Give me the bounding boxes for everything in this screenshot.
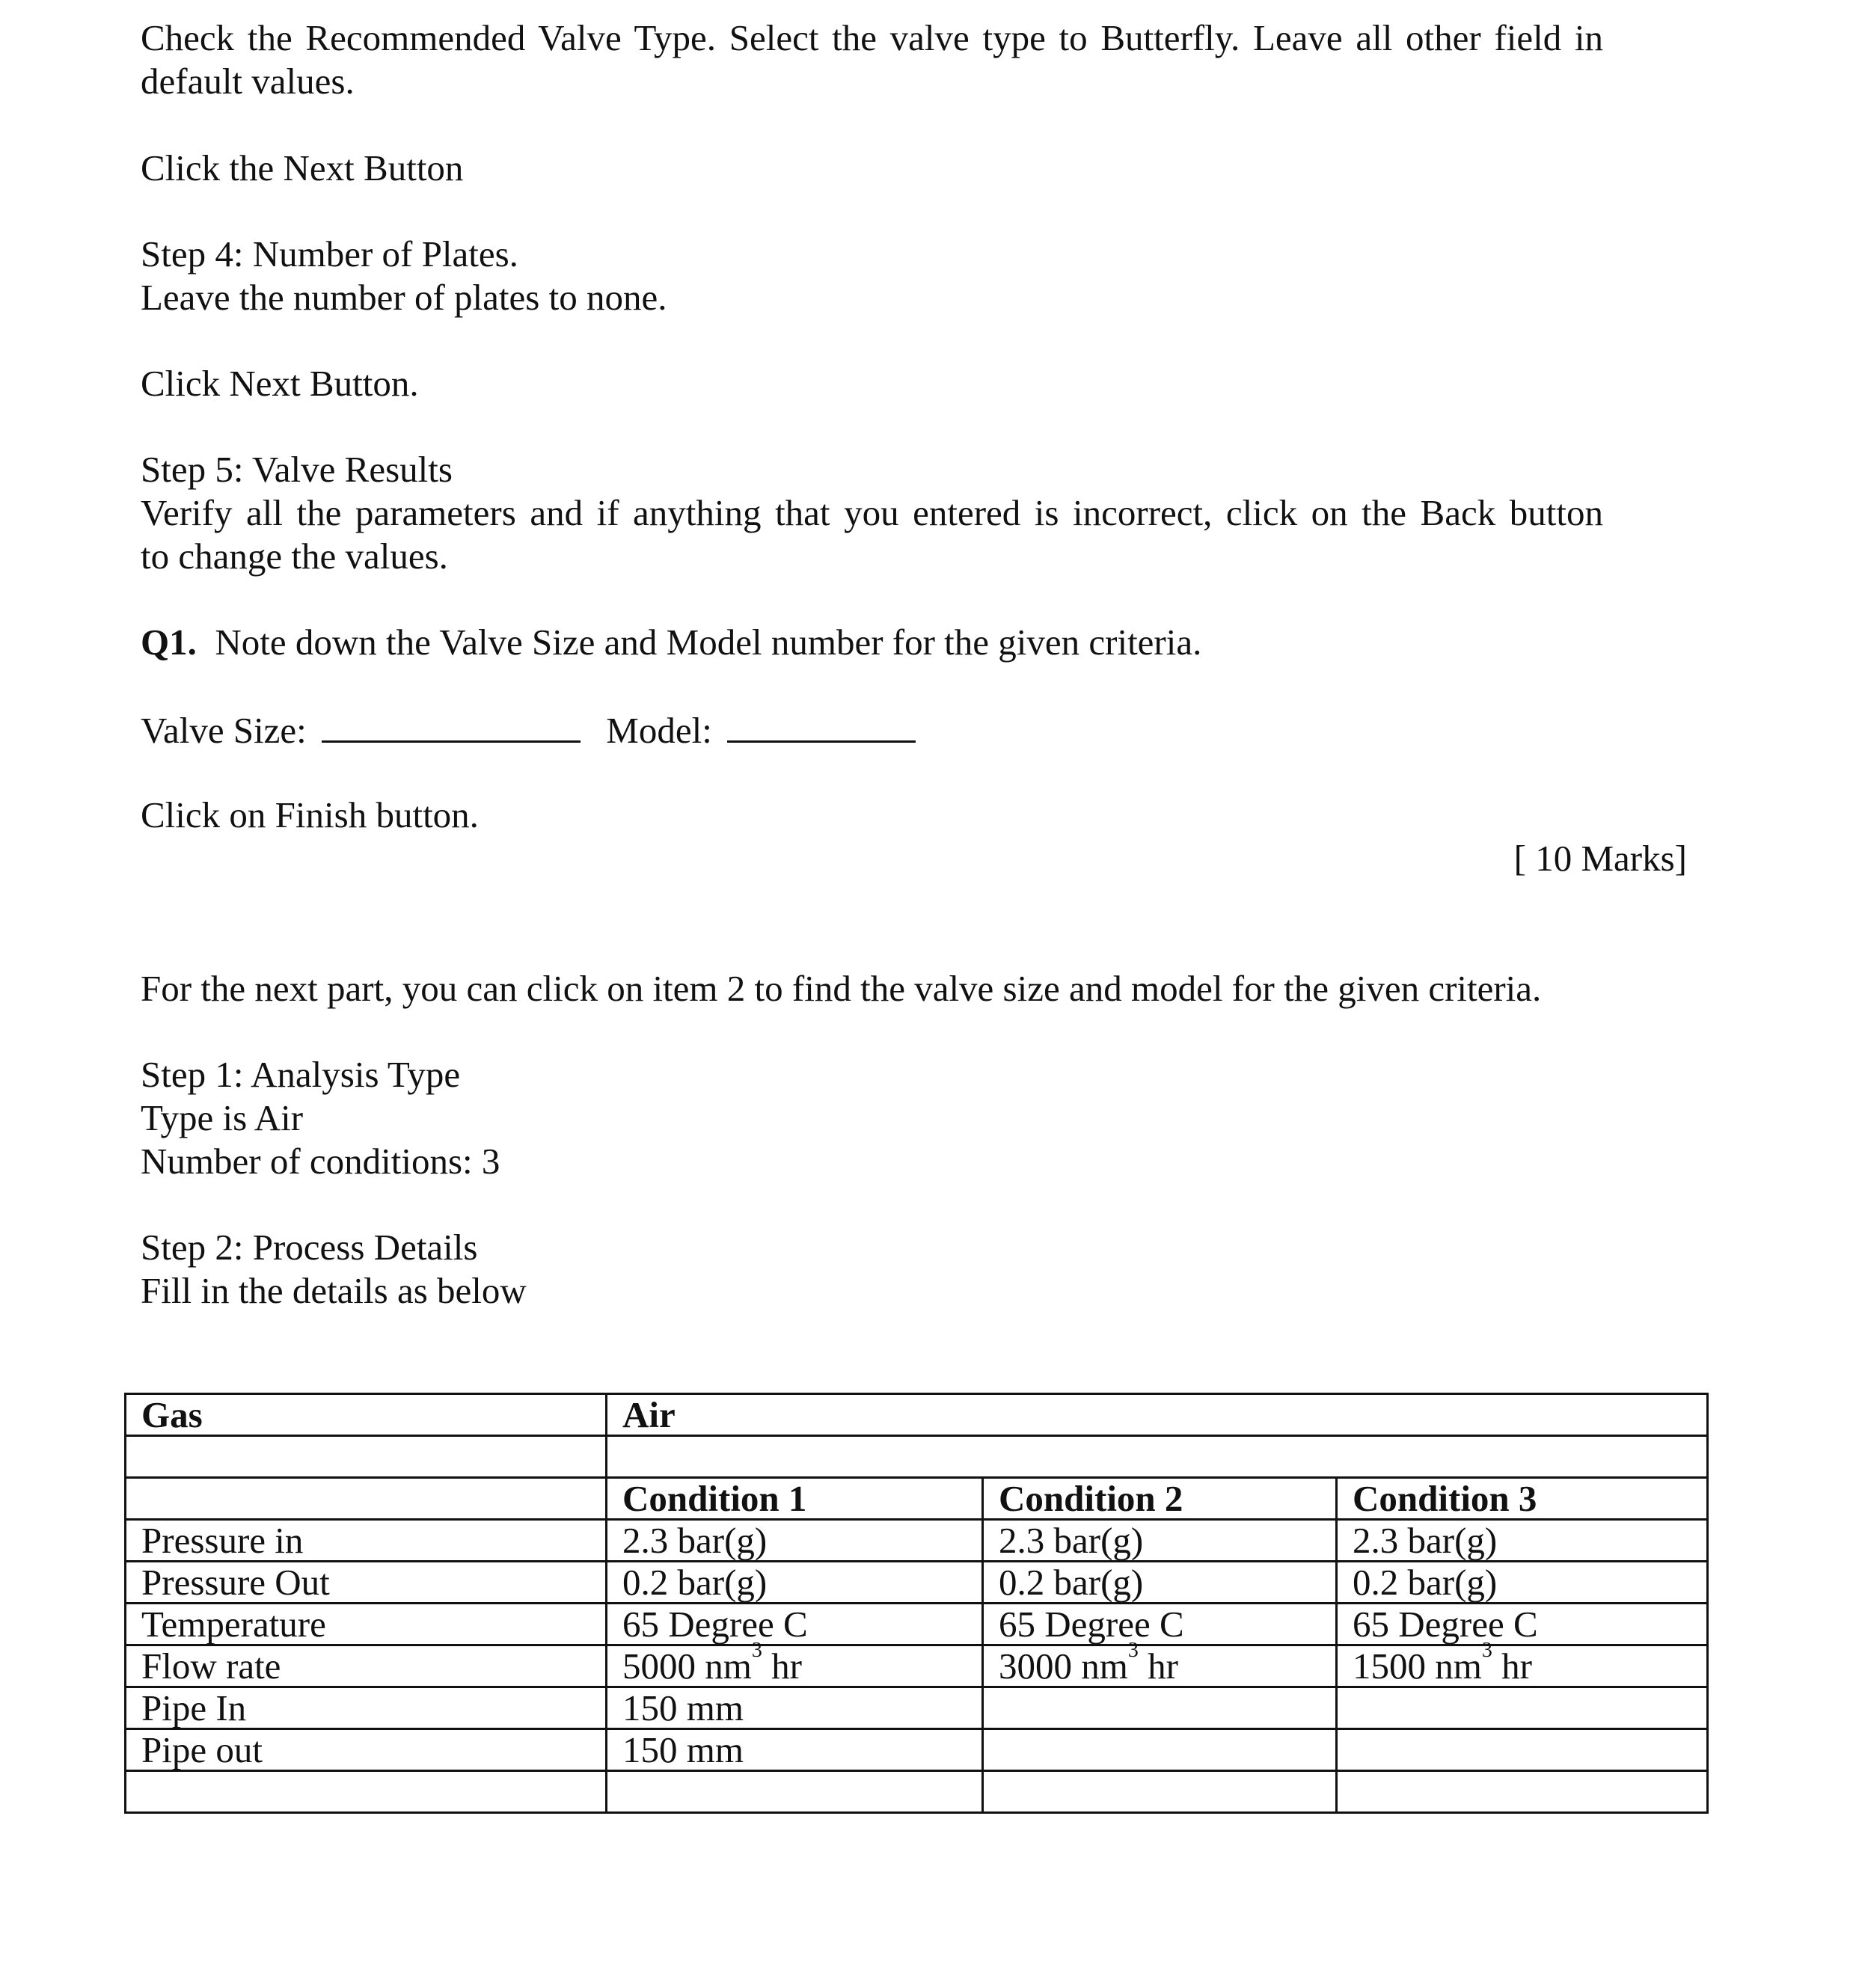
gas-value-cell: Air [607,1394,1708,1436]
table-row [126,1478,1708,1520]
condition-3-header: Condition 3 [1337,1478,1708,1520]
empty-cell [126,1771,607,1813]
model-blank [727,708,916,743]
table-row [126,1394,1708,1436]
row-label: Pipe out [126,1729,607,1771]
gas-label-cell: Gas [126,1394,607,1436]
flow-value: 5000 nm [622,1645,752,1687]
table-row [126,1771,1708,1813]
table-row [126,1520,1708,1562]
flow-unit: hr [1492,1645,1532,1687]
step5-line-2: to change the values. [141,536,448,577]
table-cell: 65 Degree C [1337,1604,1708,1645]
question-1 [141,621,1201,664]
table-cell: 65 Degree C [607,1604,983,1645]
table-row [126,1604,1708,1645]
empty-cell [607,1436,1708,1478]
step1-title: Step 1: Analysis Type [141,1054,461,1095]
table-row [126,1562,1708,1604]
step5-title: Step 5: Valve Results [141,449,453,490]
table-cell: 2.3 bar(g) [607,1520,983,1562]
valve-size-blank [322,708,581,743]
empty-cell [607,1771,983,1813]
valve-size-label: Valve Size: [141,710,307,751]
click-next-instruction: Click the Next Button [141,147,464,188]
step1-type: Type is Air [141,1097,304,1138]
step5-line-1: Verify all the parameters and if anything that you entered is incorrect, click on the Back button [141,492,1603,533]
empty-cell [126,1478,607,1520]
table-row [126,1687,1708,1729]
empty-cell [1337,1687,1708,1729]
table-cell: 150 mm [607,1687,983,1729]
table-row [126,1729,1708,1771]
empty-cell [1337,1771,1708,1813]
flow-cell [1337,1639,1708,1687]
empty-cell [983,1771,1337,1813]
model-label: Model: [606,710,712,751]
empty-cell [983,1729,1337,1771]
row-label: Pressure Out [126,1562,607,1604]
question-text: Note down the Valve Size and Model number for the given criteria. [215,622,1202,663]
flow-cell [607,1639,983,1687]
part2-intro: For the next part, you can click on item 2 to find the valve size and model for the given criteria. [141,968,1542,1009]
row-label: Temperature [126,1604,607,1645]
step4-title: Step 4: Number of Plates. [141,233,518,274]
table-cell: 0.2 bar(g) [983,1562,1337,1604]
empty-cell [1337,1729,1708,1771]
instruction-line-2: default values. [141,61,355,102]
step2-text: Fill in the details as below [141,1270,527,1311]
table-cell: 2.3 bar(g) [983,1520,1337,1562]
finish-instruction: Click on Finish button. [141,794,479,835]
table-cell: 0.2 bar(g) [607,1562,983,1604]
marks-label: [ 10 Marks] [1513,838,1687,879]
flow-value: 3000 nm [999,1645,1128,1687]
instruction-line-1: Check the Recommended Valve Type. Select the valve type to Butterfly. Leave all other field in [141,17,1603,58]
empty-cell [983,1687,1337,1729]
flow-cell [983,1639,1337,1687]
click-next-instruction-2: Click Next Button. [141,363,419,404]
condition-2-header: Condition 2 [983,1478,1337,1520]
answer-line [141,708,916,752]
table-row [126,1436,1708,1478]
flow-exponent: 3 [1127,1639,1139,1662]
step1-conditions: Number of conditions: 3 [141,1141,500,1182]
flow-exponent: 3 [751,1639,762,1662]
question-label: Q1. [141,622,197,663]
step4-text: Leave the number of plates to none. [141,277,667,318]
flow-value: 1500 nm [1353,1645,1482,1687]
row-label: Pressure in [126,1520,607,1562]
row-label: Flow rate [126,1645,607,1687]
process-details-table [124,1393,1709,1814]
step2-title: Step 2: Process Details [141,1227,478,1268]
table-cell: 2.3 bar(g) [1337,1520,1708,1562]
condition-1-header: Condition 1 [607,1478,983,1520]
table-cell: 0.2 bar(g) [1337,1562,1708,1604]
empty-cell [126,1436,607,1478]
row-label: Pipe In [126,1687,607,1729]
flow-unit: hr [762,1645,802,1687]
table-cell: 150 mm [607,1729,983,1771]
flow-unit: hr [1138,1645,1178,1687]
table-cell: 65 Degree C [983,1604,1337,1645]
table-row [126,1645,1708,1687]
flow-exponent: 3 [1481,1639,1492,1662]
